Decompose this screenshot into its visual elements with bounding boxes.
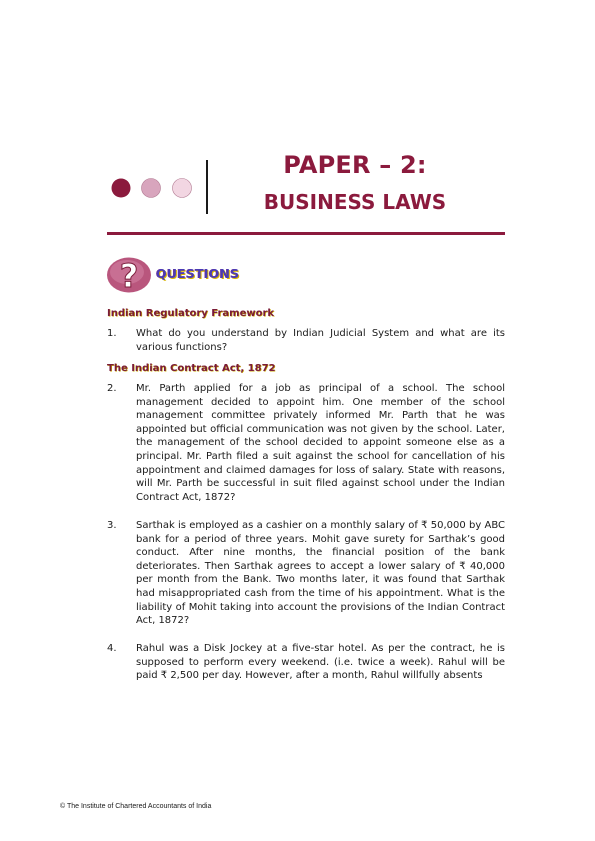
question-text: Rahul was a Disk Jockey at a five-star hotel. As per the contract, he is supposed to perform every weekend. (i.e. twice a week). Rahul will be paid ₹ 2,500 per day. However, after a month, Rahul willfully absents (136, 643, 505, 682)
decorative-dots (111, 177, 195, 199)
copyright-footer: © The Institute of Chartered Accountants of India (60, 803, 212, 810)
header-divider (206, 160, 208, 214)
section-heading: Indian Regulatory Framework (107, 308, 275, 319)
question-mark-icon (105, 256, 153, 294)
question-text: Sarthak is employed as a cashier on a monthly salary of ₹ 50,000 by ABC bank for a period of three years. Mohit gave surety for Sarthak’s good conduct. After nine months, the financial position of the bank deteriorates. Then Sarthak agrees to accept a lower salary of ₹ 40,000 per month from the Bank. Two months later, it was found that Sarthak had misappropriated cash from the time of his appointment. What is the liability of Mohit taking into account the provisions of the Indian Contract Act, 1872? (136, 520, 505, 627)
question-text: Mr. Parth applied for a job as principal of a school. The school management decided to appoint him. One member of the school management committee privately informed Mr. Parth that he was appointed but official communication was not given by the school. Later, the management of the school decided to appoint someone else as a principal. Mr. Parth filed a suit against the school for cancellation of his appointment and claimed damages for loss of salary. State with reasons, will Mr. Parth be successful in suit filed against school under the Indian Contract Act, 1872? (136, 383, 505, 503)
dot-light (173, 179, 192, 198)
question-text: What do you understand by Indian Judicial System and what are its various functions? (136, 328, 505, 353)
dot-medium (142, 179, 161, 198)
svg-text:?: ? (119, 257, 139, 294)
title-block (250, 150, 460, 216)
dot-dark (112, 179, 131, 198)
question-number: 3. (107, 520, 117, 531)
question-item (107, 519, 505, 628)
question-number: 4. (107, 643, 117, 654)
question-item (107, 327, 505, 354)
question-number: 2. (107, 383, 117, 394)
questions-heading: QUESTIONS (156, 266, 240, 281)
paper-title: PAPER – 2: (283, 151, 427, 179)
paper-subtitle: BUSINESS LAWS (263, 190, 447, 214)
question-item (107, 382, 505, 504)
header-rule (107, 232, 505, 235)
section-heading: The Indian Contract Act, 1872 (107, 363, 276, 374)
question-item (107, 642, 505, 683)
question-number: 1. (107, 328, 117, 339)
